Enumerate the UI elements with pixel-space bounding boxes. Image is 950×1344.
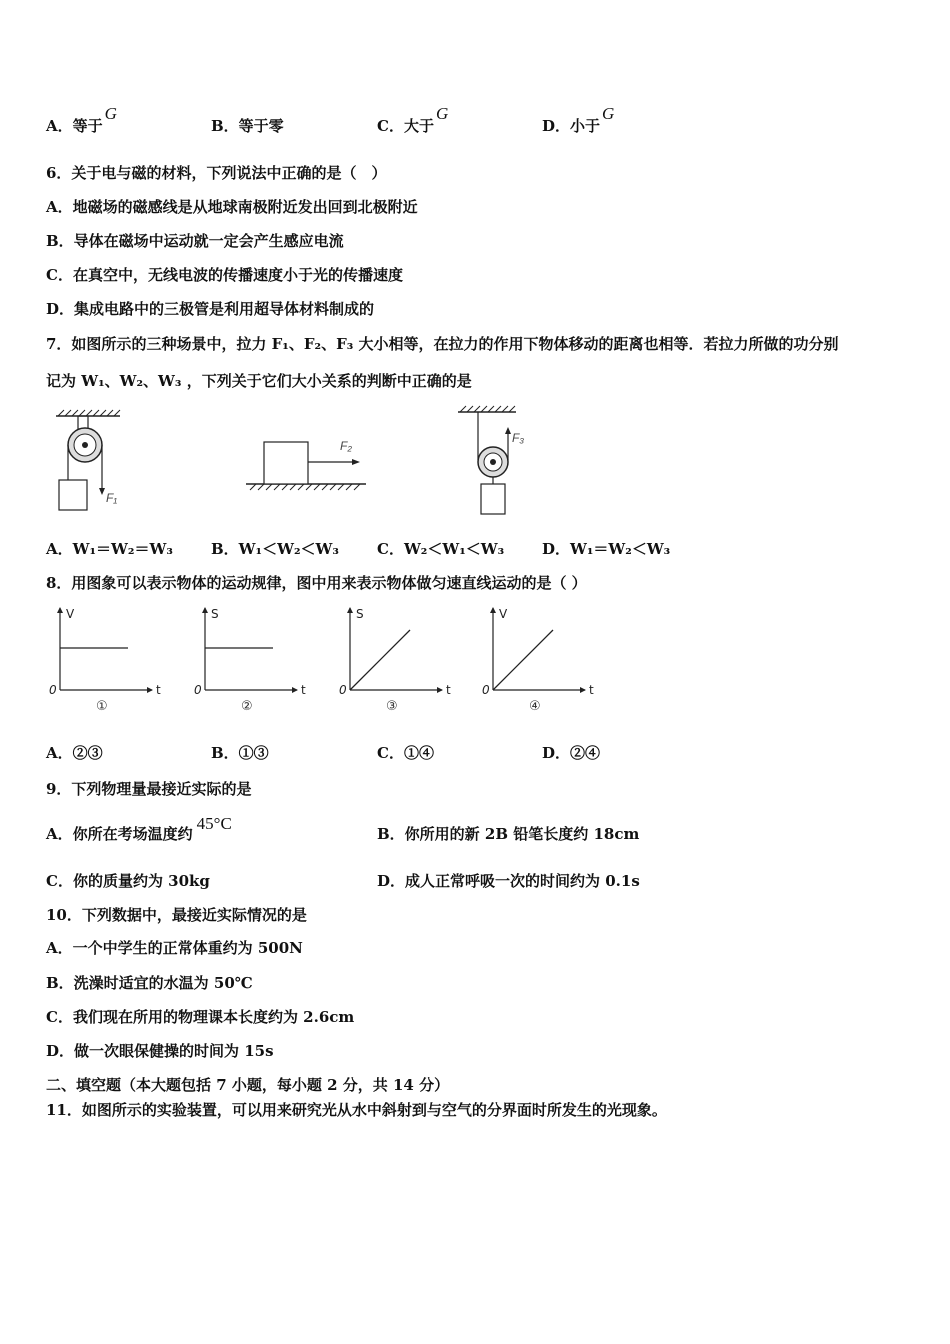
q9-option-a: A．你所在考场温度约45°C — [46, 814, 232, 843]
fixed-pulley-scene — [56, 410, 120, 510]
movable-pulley-scene — [458, 406, 524, 514]
motion-graph-3 — [339, 607, 451, 714]
q6-option-b: B．导体在磁场中运动就一定会产生感应电流 — [46, 232, 344, 250]
motion-graph-4 — [482, 607, 594, 714]
graph-origin-label: 0 — [49, 683, 57, 697]
section2-heading: 二、填空题（本大题包括 7 小题，每小题 2 分，共 14 分） — [46, 1076, 450, 1094]
q8-stem: 8．用图象可以表示物体的运动规律，图中用来表示物体做匀速直线运动的是（ ） — [46, 574, 587, 592]
graph-y-arrow — [347, 607, 353, 613]
q6-option-c: C．在真空中，无线电波的传播速度小于光的传播速度 — [46, 266, 403, 284]
graph-y-label: V — [66, 607, 75, 621]
graph-plot-line — [493, 630, 553, 690]
q10-stem: 10．下列数据中，最接近实际情况的是 — [46, 906, 307, 924]
graph-caption: ② — [241, 699, 253, 714]
graph-x-label: t — [589, 683, 594, 697]
weight-symbol: G — [104, 104, 117, 123]
graph-origin-label: 0 — [194, 683, 202, 697]
graph-y-label: V — [499, 607, 508, 621]
temperature-value: 45°C — [196, 814, 232, 833]
q9-option-c: C．你的质量约为 30kg — [46, 872, 210, 890]
q7-stem-line1: 7．如图所示的三种场景中，拉力 F₁、F₂、F₃ 大小相等，在拉力的作用下物体移动的距离也相等．若拉力所做的功分别 — [46, 335, 839, 353]
force-label-f3: F₃ — [512, 431, 525, 445]
graph-x-label: t — [156, 683, 161, 697]
graph-x-arrow — [292, 687, 298, 693]
q5-option-c: C．大于G — [377, 104, 449, 135]
q6-stem: 6．关于电与磁的材料，下列说法中正确的是（ ） — [46, 164, 387, 182]
q5-option-b: B．等于零 — [211, 117, 284, 135]
horizontal-pull-scene — [246, 439, 366, 490]
q10-option-b: B．洗澡时适宜的水温为 50℃ — [46, 974, 253, 992]
graph-y-label: S — [211, 607, 219, 621]
q11-stem: 11．如图所示的实验装置，可以用来研究光从水中斜射到与空气的分界面时所发生的光现象。 — [46, 1101, 667, 1119]
q6-option-d: D．集成电路中的三极管是利用超导体材料制成的 — [46, 300, 375, 318]
graph-x-arrow — [147, 687, 153, 693]
motion-graph-1 — [49, 607, 161, 714]
q9-option-d: D．成人正常呼吸一次的时间约为 0.1s — [377, 872, 640, 890]
q8-motion-graphs — [40, 598, 610, 718]
q7-option-b: B．W₁＜W₂＜W₃ — [211, 540, 339, 558]
q8-option-b: B．①③ — [211, 744, 269, 762]
motion-graph-2 — [194, 607, 306, 714]
graph-y-arrow — [57, 607, 63, 613]
q7-stem-line2: 记为 W₁、W₂、W₃ ，下列关于它们大小关系的判断中正确的是 — [46, 372, 472, 390]
force-label-f1: F₁ — [106, 491, 118, 505]
q7-option-c: C．W₂＜W₁＜W₃ — [377, 540, 505, 558]
force-label-f2: F₂ — [340, 439, 352, 453]
q5-option-a: A．等于G — [46, 104, 117, 135]
q9-option-b: B．你所用的新 2B 铅笔长度约 18cm — [377, 825, 640, 843]
weight-symbol: G — [602, 104, 615, 123]
graph-y-label: S — [356, 607, 364, 621]
graph-origin-label: 0 — [482, 683, 490, 697]
graph-x-label: t — [301, 683, 306, 697]
q8-option-a: A．②③ — [46, 744, 103, 762]
q8-option-d: D．②④ — [542, 744, 601, 762]
weight-symbol: G — [435, 104, 449, 123]
q7-option-d: D．W₁＝W₂＜W₃ — [542, 540, 671, 558]
q7-option-a: A．W₁＝W₂＝W₃ — [46, 540, 173, 558]
graph-caption: ③ — [386, 699, 398, 714]
graph-plot-line — [350, 630, 410, 690]
q10-option-c: C．我们现在所用的物理课本长度约为 2.6cm — [46, 1008, 355, 1026]
graph-x-label: t — [446, 683, 451, 697]
q9-stem: 9．下列物理量最接近实际的是 — [46, 780, 252, 798]
q10-option-a: A．一个中学生的正常体重约为 500N — [46, 939, 303, 957]
graph-caption: ① — [96, 699, 108, 714]
q8-option-c: C．①④ — [377, 744, 434, 762]
graph-x-arrow — [437, 687, 443, 693]
q6-option-a: A．地磁场的磁感线是从地球南极附近发出回到北极附近 — [46, 198, 418, 216]
q7-pulley-figure — [40, 402, 540, 527]
graph-caption: ④ — [529, 699, 541, 714]
graph-x-arrow — [580, 687, 586, 693]
graph-y-arrow — [490, 607, 496, 613]
q10-option-d: D．做一次眼保健操的时间为 15s — [46, 1042, 274, 1060]
q5-option-d: D．小于G — [542, 104, 615, 135]
graph-origin-label: 0 — [339, 683, 347, 697]
graph-y-arrow — [202, 607, 208, 613]
